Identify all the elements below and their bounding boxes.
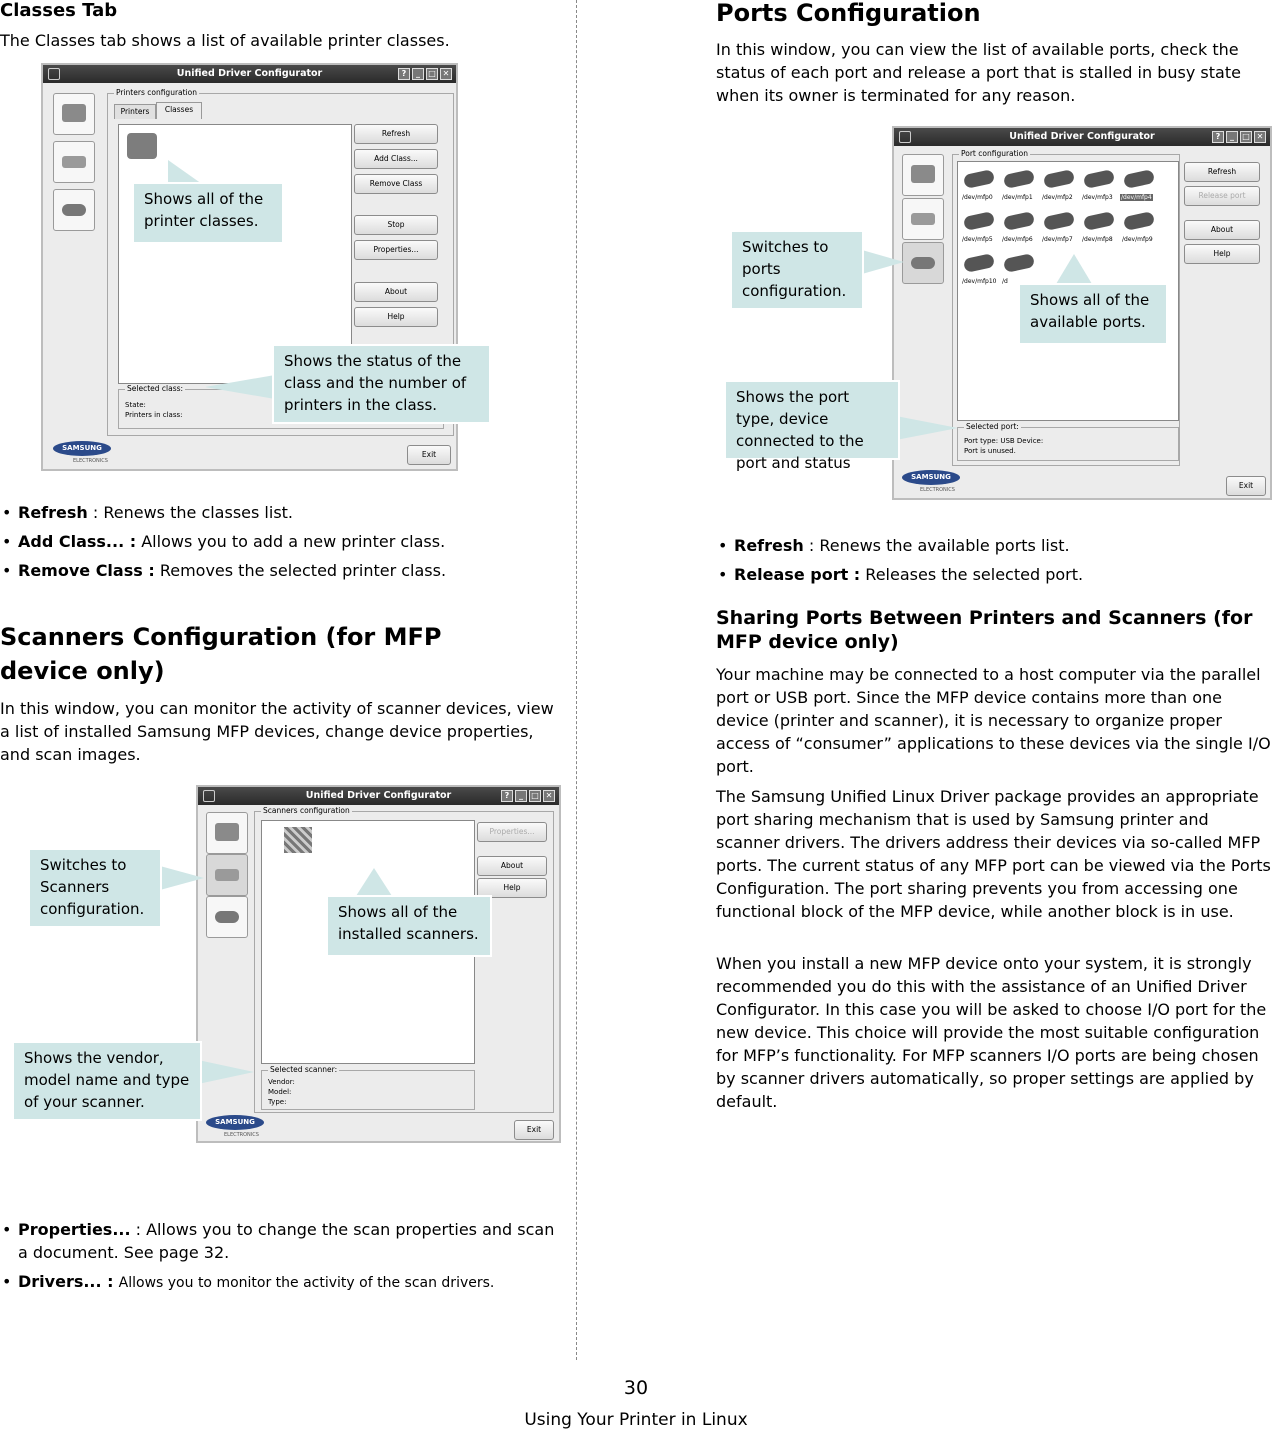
refresh-button[interactable]: Refresh <box>1184 162 1260 182</box>
help-button[interactable]: Help <box>1184 244 1260 264</box>
close-icon[interactable]: ✕ <box>1254 131 1266 143</box>
ports-config-icon[interactable] <box>53 189 95 231</box>
samsung-logo-sub: ELECTRONICS <box>920 487 955 493</box>
port-label[interactable]: /dev/mfp9 <box>1122 236 1153 243</box>
sharing-para-2: The Samsung Unified Linux Driver package provides an appropriate port sharing mechanism that is used by Samsung printer and scanner drivers. The drivers address their devices via so-called MFP ports. The current status of any MFP port can be viewed via the Ports Configuration. The port sharing prevents you from accessing one functional block of the MFP device, while another block is in use. <box>716 787 1271 921</box>
window-title: Unified Driver Configurator <box>176 68 323 79</box>
callout-port-type: Shows the port type, device connected to the port and status <box>724 380 900 460</box>
bullet-remove-class: • Remove Class : Removes the selected printer class. <box>2 561 447 580</box>
callout-installed-scanners: Shows all of the installed scanners. <box>326 895 492 957</box>
help-button[interactable]: Help <box>477 878 547 898</box>
callout-switch-ports: Switches to ports configuration. <box>730 230 864 310</box>
add-class-button[interactable]: Add Class... <box>354 149 438 169</box>
printers-config-icon[interactable] <box>53 93 95 135</box>
port-label[interactable]: /dev/mfp3 <box>1082 194 1113 201</box>
scanners-config-icon[interactable] <box>902 198 944 240</box>
remove-class-button[interactable]: Remove Class <box>354 174 438 194</box>
maximize-icon[interactable]: □ <box>529 790 541 802</box>
bullet-drivers: • Drivers... : Allows you to monitor the activity of the scan drivers. <box>2 1272 495 1291</box>
printers-config-icon[interactable] <box>206 812 248 854</box>
model-label: Model: <box>268 1088 292 1096</box>
port-label-selected[interactable]: /dev/mfp4 <box>1121 194 1152 201</box>
port-label[interactable]: /dev/mfp0 <box>962 194 993 201</box>
bullet-properties: • Properties... : Allows you to change the scan properties and scan a document. See page 32. <box>2 1220 555 1262</box>
callout-tail <box>160 866 204 890</box>
page-footer-title: Using Your Printer in Linux <box>524 1410 748 1430</box>
maximize-icon[interactable]: □ <box>426 68 438 80</box>
classes-intro: The Classes tab shows a list of available printer classes. <box>0 31 450 50</box>
port-icon[interactable] <box>962 170 996 190</box>
exit-button[interactable]: Exit <box>514 1120 554 1140</box>
group-label: Printers configuration <box>116 88 197 97</box>
selected-scanner-group <box>261 1065 475 1110</box>
properties-button[interactable]: Properties... <box>354 240 438 260</box>
state-label: State: <box>125 401 146 409</box>
stop-button[interactable]: Stop <box>354 215 438 235</box>
samsung-logo: SAMSUNG <box>902 470 960 485</box>
about-button[interactable]: About <box>1184 220 1260 240</box>
help-window-icon[interactable]: ? <box>501 790 513 802</box>
port-icon[interactable] <box>1002 254 1036 274</box>
close-icon[interactable]: ✕ <box>543 790 555 802</box>
exit-button[interactable]: Exit <box>407 445 451 465</box>
samsung-logo-sub: ELECTRONICS <box>73 458 108 464</box>
port-icon[interactable] <box>1002 212 1036 232</box>
sharing-para-3: When you install a new MFP device onto your system, it is strongly recommended you do this with the assistance of an Unified Driver Configurator. In this case you will be asked to choose I/O port for the new device. This choice will provide the most suitable configuration for MFP’s functionality. For MFP scanners I/O ports are being chosen by scanner drivers automatically, so proper settings are applied by default. <box>716 954 1267 1111</box>
selected-port-label: Selected port: <box>966 422 1019 431</box>
port-icon[interactable] <box>1122 212 1156 232</box>
column-divider <box>576 0 577 1360</box>
callout-tail <box>205 375 275 399</box>
port-label[interactable]: /dev/mfp1 <box>1002 194 1033 201</box>
callout-tail <box>168 160 202 184</box>
selected-scanner-label: Selected scanner: <box>270 1065 338 1074</box>
bullet-refresh: • Refresh : Renews the classes list. <box>2 503 294 522</box>
selected-class-label: Selected class: <box>127 384 184 393</box>
group-label: Port configuration <box>961 149 1029 158</box>
port-icon[interactable] <box>962 254 996 274</box>
group-label: Scanners configuration <box>263 806 350 815</box>
minimize-icon[interactable]: _ <box>1226 131 1238 143</box>
port-icon[interactable] <box>962 212 996 232</box>
window-title: Unified Driver Configurator <box>305 790 452 801</box>
type-label: Type: <box>268 1098 287 1106</box>
ports-config-icon[interactable] <box>206 896 248 938</box>
callout-class-status: Shows the status of the class and the number of printers in the class. <box>272 344 491 424</box>
app-icon <box>203 790 215 802</box>
bullet-refresh: • Refresh : Renews the available ports list. <box>718 536 1070 555</box>
scanners-heading: Scanners Configuration (for MFP device only) <box>0 623 442 685</box>
classes-tab-heading: Classes Tab <box>0 0 118 21</box>
port-label[interactable]: /dev/mfp6 <box>1002 236 1033 243</box>
callout-tail <box>896 416 958 440</box>
window-titlebar <box>43 65 456 83</box>
help-window-icon[interactable]: ? <box>1212 131 1224 143</box>
close-icon[interactable]: ✕ <box>440 68 452 80</box>
port-status-text: Port is unused. <box>964 447 1016 455</box>
callout-switch-scanners: Switches to Scanners configuration. <box>28 848 162 928</box>
about-button[interactable]: About <box>354 282 438 302</box>
about-button[interactable]: About <box>477 856 547 876</box>
ports-intro: In this window, you can view the list of available ports, check the status of each port and release a port that is stalled in busy state when its owner is terminated for any reason. <box>716 40 1241 105</box>
port-label[interactable]: /dev/mfp5 <box>962 236 993 243</box>
scanner-device-icon[interactable] <box>284 827 312 853</box>
app-icon <box>48 68 60 80</box>
scanners-window-screenshot <box>196 785 561 1143</box>
port-label[interactable]: /dev/mfp8 <box>1082 236 1113 243</box>
window-titlebar <box>894 128 1270 146</box>
minimize-icon[interactable]: _ <box>412 68 424 80</box>
bullet-release-port: • Release port : Releases the selected port. <box>718 565 1084 584</box>
callout-tail <box>862 250 904 274</box>
ports-heading: Ports Configuration <box>716 0 981 27</box>
selected-port-group <box>957 422 1179 461</box>
port-label[interactable]: /d <box>1002 278 1008 285</box>
ports-config-icon[interactable] <box>902 242 944 284</box>
port-label[interactable]: /dev/mfp7 <box>1042 236 1073 243</box>
page-number: 30 <box>623 1377 649 1399</box>
samsung-logo-sub: ELECTRONICS <box>224 1132 259 1138</box>
window-title: Unified Driver Configurator <box>1009 131 1155 142</box>
port-icon[interactable] <box>1122 170 1156 190</box>
callout-available-ports: Shows all of the available ports. <box>1018 283 1168 345</box>
printers-config-icon[interactable] <box>902 154 944 196</box>
callout-tail <box>356 868 392 896</box>
scanners-intro: In this window, you can monitor the activity of scanner devices, view a list of installed Samsung MFP devices, change device properties, and scan images. <box>0 699 554 764</box>
bullet-add-class: • Add Class... : Allows you to add a new printer class. <box>2 532 446 551</box>
port-icon[interactable] <box>1082 170 1116 190</box>
scanners-config-group <box>254 806 554 1113</box>
vendor-label: Vendor: <box>268 1078 295 1086</box>
scanners-config-icon[interactable] <box>206 854 248 896</box>
port-icon[interactable] <box>1082 212 1116 232</box>
scanners-config-icon[interactable] <box>53 141 95 183</box>
port-label[interactable]: /dev/mfp10 <box>962 278 997 285</box>
properties-button[interactable]: Properties... <box>477 822 547 842</box>
release-port-button[interactable]: Release port <box>1184 186 1260 206</box>
help-button[interactable]: Help <box>354 307 438 327</box>
samsung-logo: SAMSUNG <box>53 441 111 456</box>
callout-vendor-info: Shows the vendor, model name and type of your scanner. <box>12 1041 202 1121</box>
printers-in-class-label: Printers in class: <box>125 411 183 419</box>
window-titlebar <box>198 787 559 805</box>
callout-tail <box>1056 254 1092 284</box>
port-icon[interactable] <box>1042 170 1076 190</box>
port-label[interactable]: /dev/mfp2 <box>1042 194 1073 201</box>
callout-printer-classes: Shows all of the printer classes. <box>132 182 284 244</box>
port-icon[interactable] <box>1002 170 1036 190</box>
maximize-icon[interactable]: □ <box>1240 131 1252 143</box>
app-icon <box>899 131 911 143</box>
tab-printers[interactable]: Printers <box>114 104 156 119</box>
printer-class-icon[interactable] <box>127 133 157 159</box>
samsung-logo: SAMSUNG <box>206 1115 264 1130</box>
help-window-icon[interactable]: ? <box>398 68 410 80</box>
port-type-text: Port type: USB Device: <box>964 437 1044 445</box>
callout-tail <box>198 1060 254 1084</box>
port-icon[interactable] <box>1042 212 1076 232</box>
sharing-heading: Sharing Ports Between Printers and Scanners (for MFP device only) <box>716 607 1253 653</box>
refresh-button[interactable]: Refresh <box>354 124 438 144</box>
exit-button[interactable]: Exit <box>1226 476 1266 496</box>
tab-classes[interactable]: Classes <box>156 102 202 119</box>
sharing-para-1: Your machine may be connected to a host computer via the parallel port or USB port. Since the MFP device contains more than one device (printer and scanner), it is necessary to organize proper access of “consumer” applications to these devices via the single I/O port. <box>716 665 1271 776</box>
minimize-icon[interactable]: _ <box>515 790 527 802</box>
